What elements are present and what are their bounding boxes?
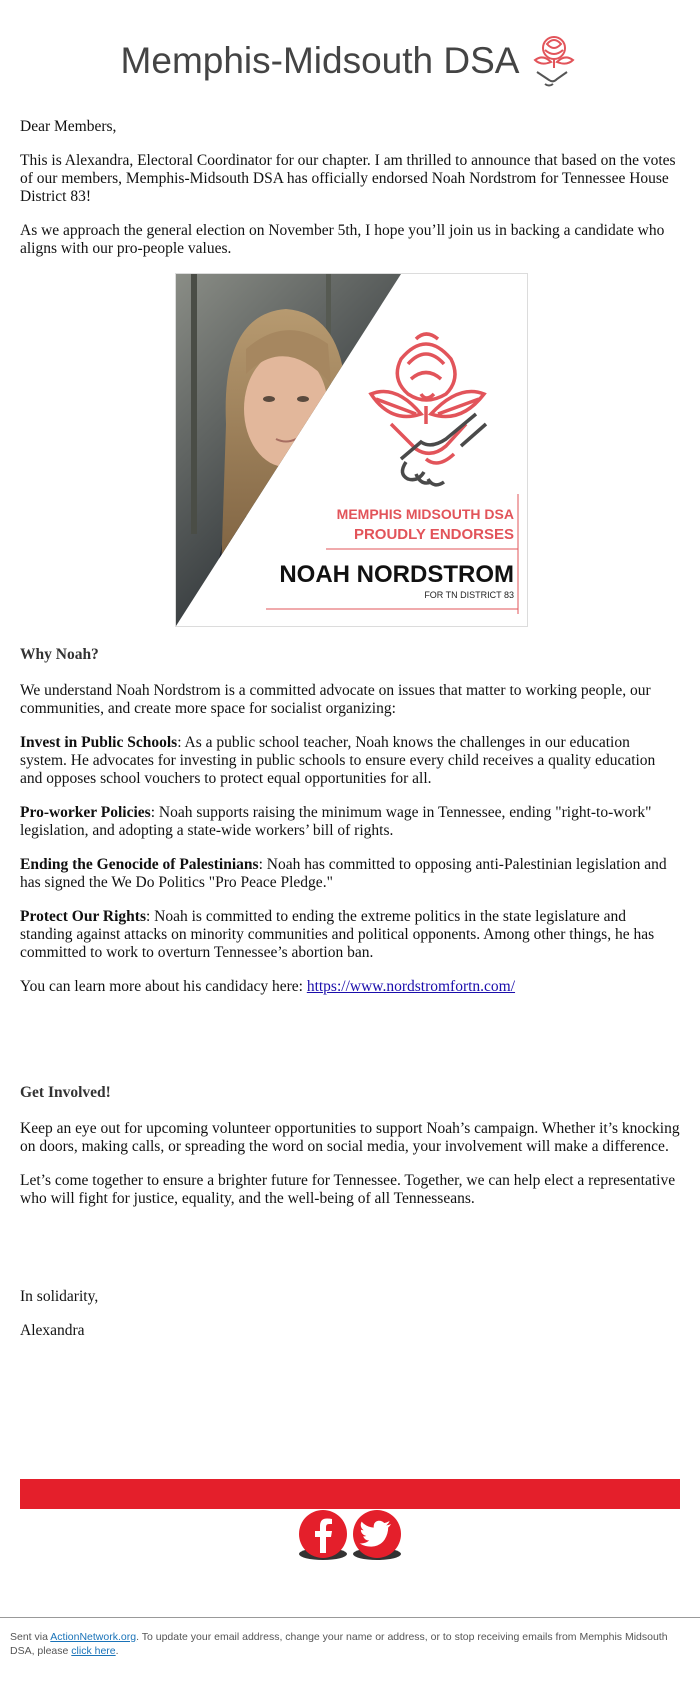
rose-handshake-icon: [371, 334, 486, 485]
involved-heading: Get Involved!: [20, 1084, 111, 1101]
policy-title: Protect Our Rights: [20, 908, 146, 925]
facebook-icon[interactable]: [296, 1509, 350, 1563]
graphic-line-2: PROUDLY ENDORSES: [353, 526, 514, 543]
twitter-icon[interactable]: [350, 1509, 404, 1563]
policy-title: Pro-worker Policies: [20, 804, 151, 821]
footer-middle: . To update your email address, change your name or address, or to stop receiving emails from Memphis Midsouth DSA, please: [10, 1631, 668, 1657]
actionnetwork-link[interactable]: ActionNetwork.org: [50, 1631, 137, 1643]
involved-paragraph-1: Keep an eye out for upcoming volunteer opportunities to support Noah’s campaign. Whether it’s knocking on doors, making calls, or spreading the word on social media, your involvement will make a difference.: [20, 1120, 680, 1155]
policy-text: : As a public school teacher, Noah knows the challenges in our education system. He advocates for investing in public schools to ensure every child receives a quality education and opposes school vouchers to protect equal opportunities for all.: [20, 734, 656, 787]
learn-more-text: You can learn more about his candidacy here:: [20, 978, 307, 995]
policy-item: [20, 856, 680, 892]
closing: In solidarity,: [20, 1288, 99, 1305]
greeting: Dear Members,: [20, 118, 117, 135]
learn-more: [20, 978, 680, 996]
footer-sent-via: Sent via: [10, 1631, 51, 1643]
why-heading: Why Noah?: [20, 646, 99, 663]
policy-item: [20, 908, 680, 962]
intro-paragraph-1: This is Alexandra, Electoral Coordinator for our chapter. I am thrilled to announce that based on the votes of our members, Memphis-Midsouth DSA has officially endorsed Noah Nordstrom for Tennessee House District 83!: [20, 152, 676, 205]
why-section: [20, 646, 680, 996]
email-footer: [10, 1630, 670, 1658]
signoff-section: [20, 1288, 680, 1340]
social-links: [20, 1509, 680, 1565]
policy-item: [20, 734, 680, 788]
involved-section: [20, 1084, 680, 1208]
intro-paragraph-2: As we approach the general election on November 5th, I hope you’ll join us in backing a candidate who aligns with our pro-people values.: [20, 222, 665, 257]
dsa-rose-logo-icon: [529, 32, 579, 90]
graphic-district: FOR TN DISTRICT 83: [424, 590, 514, 600]
graphic-line-1: MEMPHIS MIDSOUTH DSA: [336, 506, 514, 522]
policy-text: : Noah supports raising the minimum wage in Tennessee, ending "right-to-work" legislation, and adopting a state-wide workers’ bill of rights.: [20, 804, 652, 839]
footer-end: .: [115, 1645, 119, 1657]
graphic-candidate-name: NOAH NORDSTROM: [279, 561, 514, 588]
campaign-website-link[interactable]: https://www.nordstromfortn.com/: [306, 978, 516, 995]
intro-section: [20, 118, 680, 258]
policy-text: : Noah has committed to opposing anti-Palestinian legislation and has signed the We Do Politics "Pro Peace Pledge.": [20, 856, 667, 891]
policy-text: : Noah is committed to ending the extreme politics in the state legislature and standing against attacks on minority communities and political opponents. Among other things, he has committed to work to overturn Tennessee’s abortion ban.: [20, 908, 655, 961]
policy-title: Invest in Public Schools: [20, 734, 178, 751]
policy-item: [20, 804, 680, 840]
involved-paragraph-2: Let’s come together to ensure a brighter future for Tennessee. Together, we can help elect a representative who will fight for justice, equality, and the well-being of all Tennesseans.: [20, 1172, 676, 1207]
signer-name: Alexandra: [20, 1322, 85, 1339]
accent-bar: [20, 1479, 680, 1509]
unsubscribe-link[interactable]: click here: [71, 1645, 116, 1657]
policy-title: Ending the Genocide of Palestinians: [20, 856, 259, 873]
org-title: Memphis-Midsouth DSA: [120, 40, 520, 81]
email-header: [0, 32, 700, 90]
endorsement-graphic: [175, 273, 528, 627]
footer-divider: [0, 1617, 700, 1618]
why-intro: We understand Noah Nordstrom is a committed advocate on issues that matter to working people, our communities, and create more space for socialist organizing:: [20, 682, 651, 717]
